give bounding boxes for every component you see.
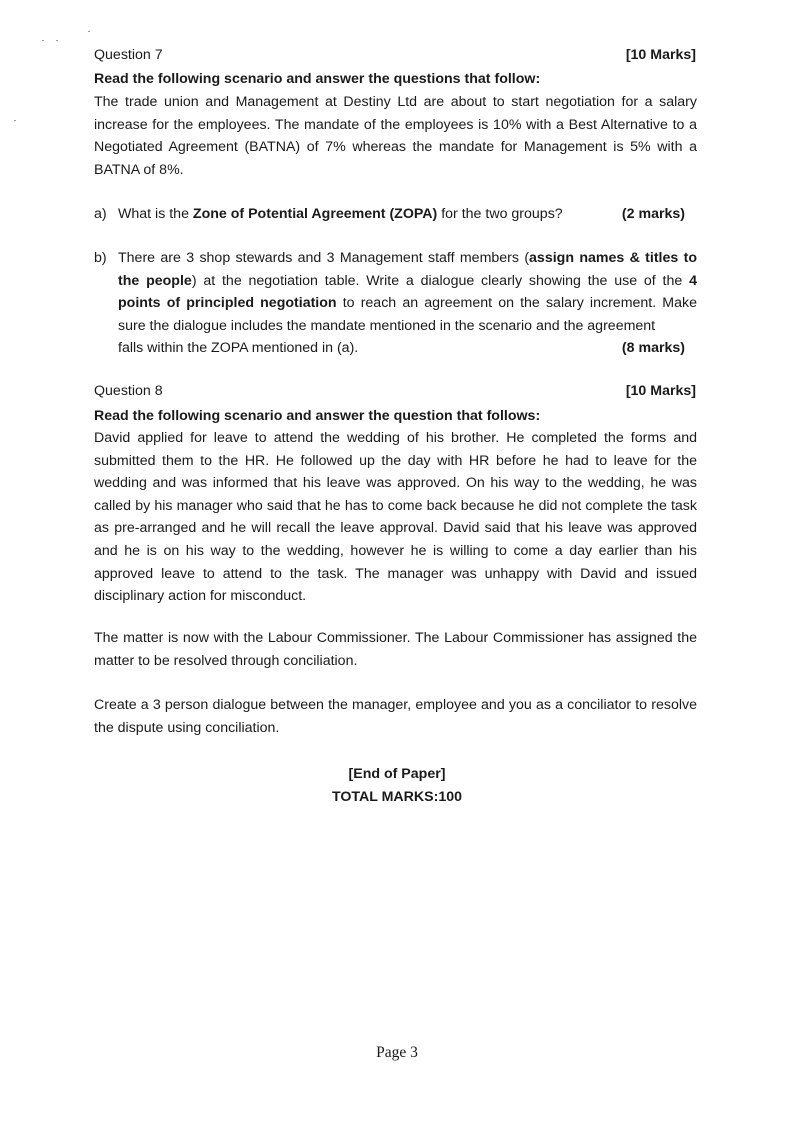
question-7a-text-pre: What is the	[118, 206, 193, 222]
question-7a-marks: (2 marks)	[621, 206, 685, 222]
question-7b-body	[118, 247, 697, 360]
end-of-paper: [End of Paper]	[348, 766, 446, 782]
question-8-instruction: Read the following scenario and answer the question that follows:	[94, 408, 541, 424]
question-8-scenario: David applied for leave to attend the wedding of his brother. He completed the forms and submitted them to the HR. He followed up the day with HR before he had to leave for the wedding and was informed that his leave was approved. On his way to the wedding, he was called by his manager who said that he has to come back because he did not complete the task as pre-arranged and he will recall the leave approval. David said that his leave was approved and he is on his way to the wedding, however he is willing to come a day earlier than his approved leave to attend to the task. The manager was unhappy with David and issued disciplinary action for misconduct.	[94, 430, 697, 605]
question-7a-label: a)	[94, 206, 107, 222]
question-7b-bold-2: 4 points of principled negotiation	[118, 272, 697, 312]
scan-speck	[88, 31, 90, 32]
question-8-marks: [10 Marks]	[625, 383, 696, 399]
question-7b-text-4: falls within the ZOPA mentioned in (a).	[118, 340, 359, 357]
total-marks: TOTAL MARKS:100	[331, 789, 463, 805]
scan-speck	[14, 120, 16, 121]
page-number: Page 3	[376, 1044, 418, 1061]
question-7b-marks: (8 marks)	[621, 340, 685, 357]
question-8-title: Question 8	[94, 383, 163, 399]
question-7-marks: [10 Marks]	[625, 47, 696, 63]
question-7-instruction: Read the following scenario and answer the questions that follow:	[94, 71, 541, 87]
scan-speck	[56, 40, 58, 41]
question-7a-zopa: Zone of Potential Agreement (ZOPA)	[192, 206, 438, 222]
question-7b-bold-1: assign names & titles to the people	[118, 250, 698, 289]
question-7b-text-2: ) at the negotiation table. Write a dialogue clearly showing the use of the	[191, 272, 690, 289]
question-7a-text	[118, 203, 622, 226]
question-7-header	[94, 47, 696, 63]
question-7a-text-post: for the two groups?	[437, 206, 563, 222]
question-7b-text-1: There are 3 shop stewards and 3 Management staff members (	[118, 250, 530, 266]
question-7b-text-3: to reach an agreement on the salary increment. Make sure the dialogue includes the mandate mentioned in the scenario and the agreement	[118, 295, 697, 334]
question-7-scenario: The trade union and Management at Destiny Ltd are about to start negotiation for a salary increase for the employees. The mandate of the employees is 10% with a Best Alternative to a Negotiated Agreement (BATNA) of 7% whereas the mandate for Management is 5% with a BATNA of 8%.	[94, 94, 697, 178]
question-8-header	[94, 383, 696, 399]
question-7b-label: b)	[94, 250, 107, 266]
question-7-title: Question 7	[94, 47, 163, 63]
question-8-paragraph-2: The matter is now with the Labour Commissioner. The Labour Commissioner has assigned the matter to be resolved through conciliation.	[94, 630, 697, 669]
scan-speck	[42, 40, 44, 41]
question-8-task: Create a 3 person dialogue between the manager, employee and you as a conciliator to resolve the dispute using conciliation.	[94, 697, 697, 736]
